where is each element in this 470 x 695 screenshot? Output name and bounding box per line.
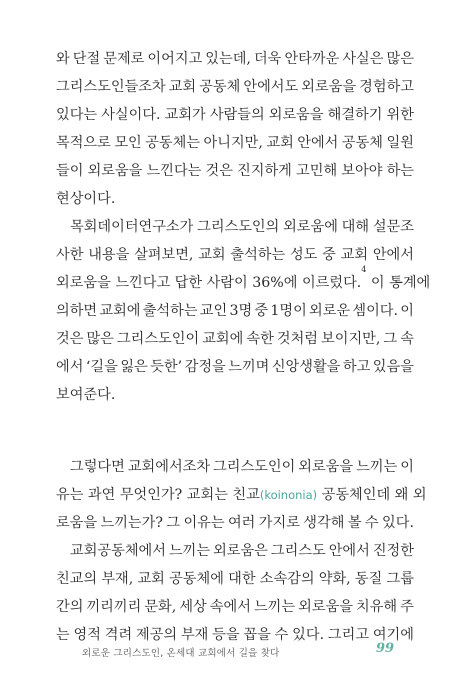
text-line: 보여준다. <box>56 387 116 403</box>
word: 동질 <box>354 571 383 587</box>
word: 여기에 <box>372 627 414 643</box>
word: 친교의 <box>56 571 98 587</box>
word: 느끼는가? <box>100 515 163 531</box>
word: 공동체에 <box>169 571 224 587</box>
word: 생각해 <box>303 515 345 531</box>
word: 있음을 <box>372 359 414 375</box>
word: 에서 <box>56 359 84 375</box>
word: 목적으로 <box>56 135 111 151</box>
word: 영적 <box>73 627 101 643</box>
running-footer-title: 외로운 그리스도인, 온세대 교회에서 길을 찾다 <box>82 648 280 659</box>
word: 가지로 <box>258 515 300 531</box>
word: 더욱 <box>253 51 282 67</box>
word: 진정한 <box>372 543 414 559</box>
text-line-with-footnote <box>56 265 431 296</box>
word: 대한 <box>228 571 256 587</box>
word: 것은 <box>205 163 233 179</box>
text-line <box>56 214 414 240</box>
word: 대해 <box>341 219 370 235</box>
word: 로움을 <box>56 515 98 531</box>
text-line <box>56 454 414 480</box>
word: 것은 <box>56 331 84 347</box>
word: 안에서 <box>372 247 414 263</box>
text-line <box>56 298 414 324</box>
word: 교인 <box>199 303 228 319</box>
text-line <box>56 130 414 156</box>
word: 문제로 <box>103 51 145 67</box>
text-segment: 유는 과연 무엇인가? 교회는 친교 <box>56 487 260 503</box>
word: ‘길을 <box>85 359 118 375</box>
word: 그리스도인들조차 <box>56 79 166 95</box>
word: 외로운 <box>309 303 351 319</box>
text-line <box>56 538 414 564</box>
word: 3명 <box>229 303 253 319</box>
text-line-with-term <box>56 482 427 508</box>
word: 공동체 <box>199 79 241 95</box>
word: 경험하고 <box>359 79 414 95</box>
word: 주 <box>400 599 414 615</box>
text-segment: 외로움을 느낀다고 답한 사람이 36%에 이르렀다. <box>56 275 362 291</box>
word: 성도 <box>289 247 318 263</box>
word: 제공의 <box>136 627 178 643</box>
word: 목회데이터연구소가 <box>70 219 194 235</box>
word: 교회 <box>168 79 197 95</box>
word: 는 <box>56 627 70 643</box>
word: 사한 <box>56 247 84 263</box>
word: 여러 <box>227 515 256 531</box>
word: 등을 <box>212 627 240 643</box>
word: 볼 <box>347 515 362 531</box>
word: 것처럼 <box>276 331 318 347</box>
word: 공동체 <box>341 135 383 151</box>
text-line <box>56 354 414 380</box>
word: 교회에 <box>202 331 244 347</box>
word: 와 <box>56 51 70 67</box>
word: 아니지만, <box>203 135 263 151</box>
word: 있다. <box>382 515 414 531</box>
word: 교회에 <box>99 303 141 319</box>
word: 그리스도인이 <box>213 459 296 475</box>
word: 그 <box>383 331 398 347</box>
word: 1명이 <box>270 303 307 319</box>
word: 내용을 <box>88 247 130 263</box>
word: 위한 <box>386 107 414 123</box>
word: 느끼는 <box>356 459 398 475</box>
word: 교회에서조차 <box>127 459 211 475</box>
word: 문화, <box>144 599 177 615</box>
word: 느끼며 <box>228 359 270 375</box>
word: 공동체는 <box>145 135 201 151</box>
text-line <box>56 46 414 72</box>
word: 교회 <box>137 571 165 587</box>
word: 보아야 <box>341 163 383 179</box>
word: 외로움은 <box>213 543 268 559</box>
word: 이 <box>400 303 414 319</box>
word: 듯한’ <box>150 359 183 375</box>
word: 중 <box>322 247 336 263</box>
word: 출석하는 <box>230 247 286 263</box>
word: 모인 <box>114 135 142 151</box>
word: 감정을 <box>184 359 226 375</box>
text-line <box>56 566 414 592</box>
word: 안에서 <box>297 135 339 151</box>
word: 교회 <box>340 247 369 263</box>
latin-term: (koinonia) <box>259 488 318 502</box>
word: 교회가 <box>164 107 206 123</box>
word: 중 <box>254 303 269 319</box>
word: 안에서도 <box>243 79 299 95</box>
text-line <box>56 594 414 620</box>
word: 외로움을 <box>301 79 357 95</box>
word: 하는 <box>386 163 414 179</box>
word: 있는데, <box>205 51 251 67</box>
word: 외로움을 <box>298 599 353 615</box>
text-line: 현상이다. <box>56 191 116 207</box>
word: 부재 <box>180 627 209 643</box>
word: 단절 <box>72 51 101 67</box>
word: 속한 <box>246 331 274 347</box>
word: 속 <box>400 331 414 347</box>
word: 외로움에 <box>283 219 338 235</box>
word: 안타까운 <box>284 51 340 67</box>
word: 수 <box>364 515 379 531</box>
word: 교회 <box>266 135 294 151</box>
word: 일원 <box>386 135 414 151</box>
word: 느끼는 <box>168 543 211 559</box>
text-line <box>56 242 414 268</box>
word: 있다. <box>292 627 325 643</box>
word: 많은 <box>386 51 414 67</box>
word: 그리스도인의 <box>197 219 280 235</box>
word: 출석하는 <box>142 303 198 319</box>
word: 세상 <box>179 599 207 615</box>
word: 외로움을 <box>298 459 354 475</box>
word: 간의 <box>56 599 84 615</box>
word: 끼리끼리 <box>86 599 142 615</box>
footnote-marker[interactable]: 4 <box>361 265 367 274</box>
text-line <box>56 102 414 128</box>
word: 신앙생활을 <box>271 359 341 375</box>
word: 느낀다는 <box>146 163 202 179</box>
word: 속에서 <box>209 599 251 615</box>
word: 이어지고 <box>147 51 203 67</box>
word: 수 <box>274 627 289 643</box>
word: 셈이다. <box>352 303 399 319</box>
text-line <box>56 510 414 536</box>
text-line <box>56 158 414 184</box>
word: 그리스도인이 <box>116 331 200 347</box>
word: 외로움을 <box>268 107 324 123</box>
word: 설문조 <box>372 219 414 235</box>
word: 그렇다면 <box>70 459 125 475</box>
word: 교회 <box>198 247 226 263</box>
page-number: 99 <box>376 641 395 656</box>
word: 살펴보면, <box>134 247 194 263</box>
word: 안에서 <box>328 543 370 559</box>
word: 들이 <box>56 163 84 179</box>
word: 이 <box>400 459 414 475</box>
text-line <box>56 74 414 100</box>
word: 그리고 <box>327 627 370 643</box>
word: 그 <box>166 515 181 531</box>
word: 보이지만, <box>321 331 381 347</box>
word: 있다는 <box>56 107 98 123</box>
word: 느끼는 <box>253 599 296 615</box>
word: 꼽을 <box>243 627 271 643</box>
word: 교회공동체에서 <box>70 543 166 559</box>
text-segment: 공동체인데 왜 외 <box>317 487 427 503</box>
word: 부재, <box>101 571 134 587</box>
word: 그룹 <box>386 571 414 587</box>
word: 고민해 <box>296 163 338 179</box>
word: 격려 <box>104 627 133 643</box>
word: 많은 <box>86 331 114 347</box>
word: 사실은 <box>342 51 384 67</box>
word: 진지하게 <box>237 163 292 179</box>
text-line <box>56 326 414 352</box>
word: 이유는 <box>183 515 225 531</box>
word: 소속감의 <box>259 571 315 587</box>
word: 잃은 <box>120 359 148 375</box>
word: 해결하기 <box>327 107 383 123</box>
word: 치유해 <box>356 599 398 615</box>
word: 외로움을 <box>87 163 143 179</box>
text-segment: 이 통계에 <box>366 275 431 291</box>
word: 의하면 <box>56 303 98 319</box>
word: 그리스도 <box>270 543 326 559</box>
word: 사람들의 <box>209 107 265 123</box>
word: 사실이다. <box>101 107 161 123</box>
word: 약화, <box>318 571 351 587</box>
word: 하고 <box>342 359 371 375</box>
